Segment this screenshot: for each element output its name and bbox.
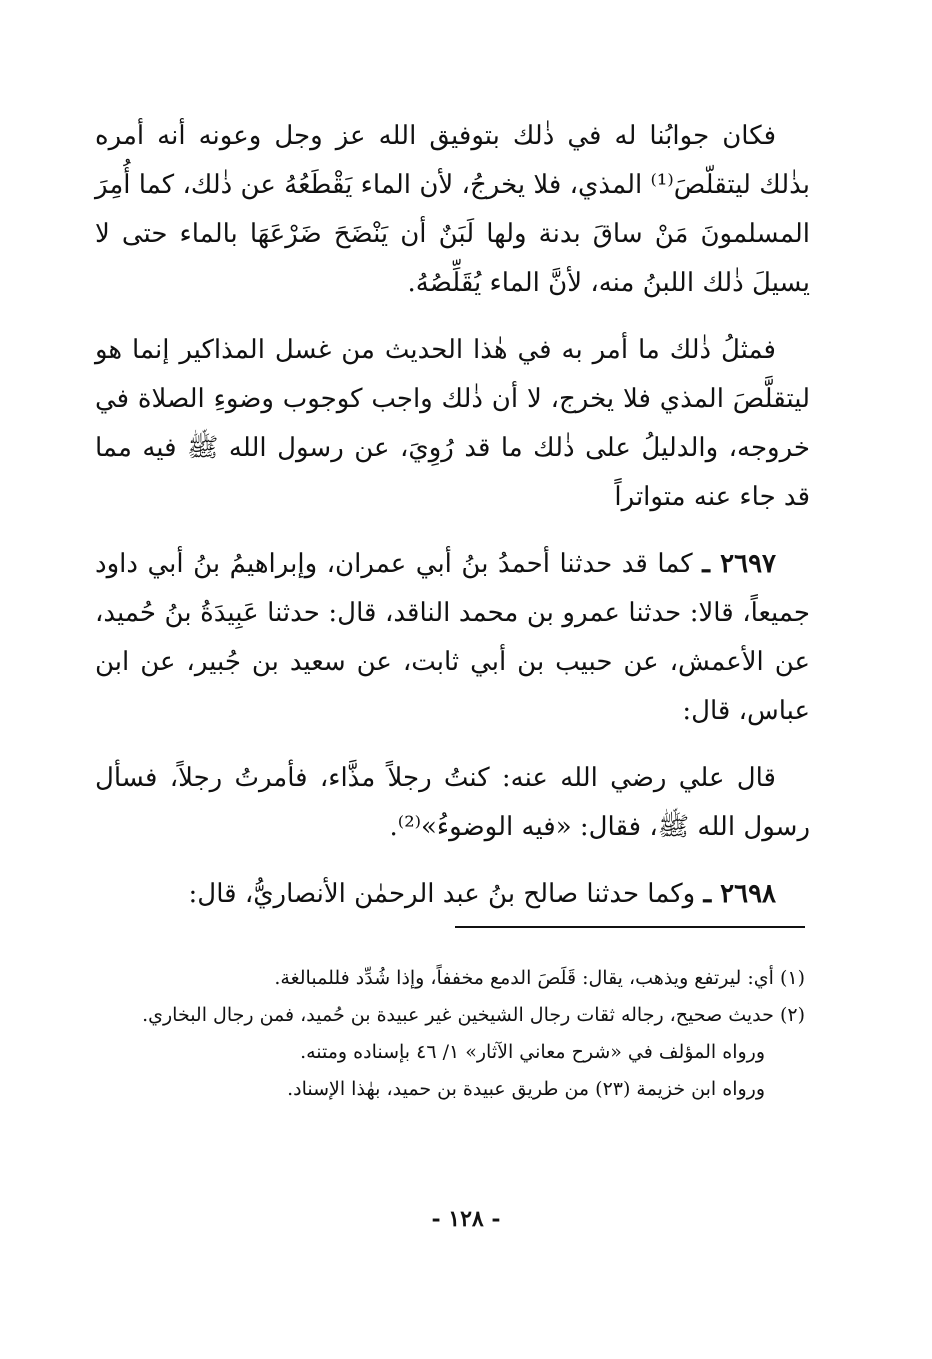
paragraph-text: قال علي رضي الله عنه: كنتُ رجلاً مذَّاء، فأمرتُ رجلاً، فسأل رسول الله ﷺ، فقال: «فيه الوضوءُ»⁽²⁾. bbox=[86, 763, 810, 842]
hadith-paragraph bbox=[95, 870, 810, 919]
hadith-number: ٢٦٩٨ ـ bbox=[703, 879, 776, 909]
footnote-2-source-b: ورواه ابن خزيمة (٢٣) من طريق عبيدة بن حميد، بهٰذا الإسناد. bbox=[287, 1078, 765, 1100]
paragraph-text: وكما حدثنا صالح بنُ عبد الرحمٰن الأنصاريُّ، قال: bbox=[188, 879, 704, 909]
page-number: - ١٢٨ - bbox=[431, 1206, 501, 1232]
footnote-separator bbox=[455, 926, 805, 928]
main-text bbox=[86, 112, 810, 937]
footnote-2-source-a: ورواه المؤلف في «شرح معاني الآثار» ١/ ٤٦ بإسناده ومتنه. bbox=[300, 1041, 765, 1063]
hadith-number: ٢٦٩٧ ـ bbox=[702, 549, 776, 579]
paragraph bbox=[86, 326, 810, 522]
paragraph-text: فكان جوابُنا له في ذٰلك بتوفيق الله عز وجل وعونه أنه أمره بذٰلك ليتقلّصَ⁽¹⁾ المذي، فلا يخرجُ، لأن الماء يَقْطَعُهُ عن ذٰلك، كما أُمِرَ المسلمونَ مَنْ ساقَ بدنة ولها لَبَنٌ أن يَنْضَحَ ضَرْعَهَا بالماء حتى لا يسيلَ ذٰلك اللبنُ منه، لأنَّ الماء يُقَلِّصُهُ. bbox=[86, 121, 810, 298]
footnote-1: (١) أي: ليرتفع ويذهب، يقال: قَلَصَ الدمع مخففاً، وإذا شُدِّد فللمبالغة. bbox=[274, 967, 805, 989]
paragraph-text: كما قد حدثنا أحمدُ بنُ أبي عمران، وإبراهيمُ بنُ أبي داود جميعاً، قالا: حدثنا عمرو بن محمد الناقد، قال: حدثنا عَبِيدَةُ بنُ حُميد، عن الأعمش، عن حبيب بن أبي ثابت، عن سعيد بن جُبير، عن ابن عباس، قال: bbox=[86, 549, 810, 726]
footnotes bbox=[95, 960, 805, 1108]
footnote-2: (٢) حديث صحيح، رجاله ثقات رجال الشيخين غير عبيدة بن حُميد، فمن رجال البخاري. bbox=[142, 1004, 805, 1026]
hadith-paragraph bbox=[86, 540, 810, 736]
paragraph-text: فمثلُ ذٰلك ما أمر به في هٰذا الحديث من غسل المذاكير إنما هو ليتقلَّصَ المذي فلا يخرج، لا أن ذٰلك واجب كوجوب وضوءِ الصلاة في خروجه، والدليلُ على ذٰلك ما قد رُوِيَ، عن رسول الله ﷺ فيه مما قد جاء عنه متواتراً bbox=[86, 335, 810, 512]
paragraph bbox=[86, 754, 810, 852]
paragraph bbox=[86, 112, 810, 308]
